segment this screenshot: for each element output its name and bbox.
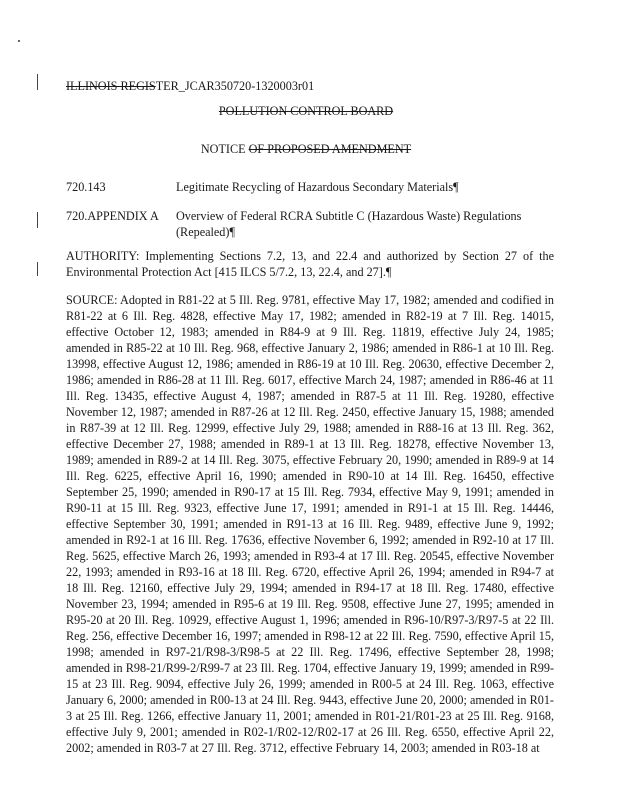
notice-title <box>66 142 546 157</box>
scan-speck <box>18 40 20 42</box>
change-bar <box>37 262 38 276</box>
change-bar <box>37 212 38 228</box>
section-title: Legitimate Recycling of Hazardous Secondary Materials¶ <box>176 180 459 194</box>
appendix-title-line1: Overview of Federal RCRA Subtitle C (Hazardous Waste) Regulations <box>176 209 522 223</box>
board-title <box>66 104 546 119</box>
board-title-text: POLLUTION CONTROL BOARD <box>218 104 394 118</box>
change-bar <box>37 74 38 90</box>
register-header <box>66 79 314 94</box>
notice-plain: NOTICE <box>200 142 249 156</box>
register-header-rest: TER_JCAR350720-1320003r01 <box>155 79 315 93</box>
notice-struck: OF PROPOSED AMENDMENT <box>248 142 412 156</box>
register-header-struck: ILLINOIS REGIS <box>66 79 156 93</box>
authority-paragraph: AUTHORITY: Implementing Sections 7.2, 13, and 22.4 and authorized by Section 27 of the Environmental Protection Act [415 ILCS 5/7.2, 13, 22.4, and 27].¶ <box>66 249 554 279</box>
section-number: 720.143 <box>66 180 106 194</box>
appendix-number: 720.APPENDIX A <box>66 209 159 223</box>
source-paragraph: SOURCE: Adopted in R81-22 at 5 Ill. Reg. 9781, effective May 17, 1982; amended and codified in R81-22 at 6 Ill. Reg. 4828, effective May 17, 1982; amended in R82-19 at 7 Ill. Reg. 14015, effective October 12, 1983; amended in R84-9 at 9 Ill. Reg. 11819, effective July 24, 1985; amended in R85-22 at 10 Ill. Reg. 968, effective January 2, 1986; amended in R86-1 at 10 Ill. Reg. 13998, effective August 12, 1986; amended in R86-19 at 10 Ill. Reg. 20630, effective December 2, 1986; amended in R86-28 at 11 Ill. Reg. 6017, effective March 24, 1987; amended in R86-46 at 11 Ill. Reg. 13435, effective August 4, 1987; amended in R87-5 at 11 Ill. Reg. 19280, effective November 12, 1987; amended in R87-26 at 12 Ill. Reg. 2450, effective January 15, 1988; amended in R87-39 at 12 Ill. Reg. 12999, effective July 29, 1988; amended in R88-16 at 13 Ill. Reg. 362, effective December 27, 1988; amended in R89-1 at 13 Ill. Reg. 18278, effective November 13, 1989; amended in R89-2 at 14 Ill. Reg. 3075, effective February 20, 1990; amended in R89-9 at 14 Ill. Reg. 6225, effective April 16, 1990; amended in R90-10 at 14 Ill. Reg. 16450, effective September 25, 1990; amended in R90-17 at 15 Ill. Reg. 7934, effective May 9, 1991; amended in R90-11 at 15 Ill. Reg. 9323, effective June 17, 1991; amended in R91-1 at 15 Ill. Reg. 14446, effective September 30, 1991; amended in R91-13 at 16 Ill. Reg. 9489, effective June 9, 1992; amended in R92-1 at 16 Ill. Reg. 17636, effective November 6, 1992; amended in R92-10 at 17 Ill. Reg. 5625, effective March 26, 1993; amended in R93-4 at 17 Ill. Reg. 20545, effective November 22, 1993; amended in R93-16 at 18 Ill. Reg. 6720, effective April 26, 1994; amended in R94-7 at 18 Ill. Reg. 12160, effective July 29, 1994; amended in R94-17 at 18 Ill. Reg. 17480, effective November 23, 1994; amended in R95-6 at 19 Ill. Reg. 9508, effective June 27, 1995; amended in R95-20 at 20 Ill. Reg. 10929, effective August 1, 1996; amended in R96-10/R97-3/R97-5 at 22 Ill. Reg. 256, effective December 16, 1997; amended in R98-12 at 22 Ill. Reg. 7590, effective April 15, 1998; amended in R97-21/R98-3/R98-5 at 22 Ill. Reg. 17496, effective September 28, 1998; amended in R98-21/R99-2/R99-7 at 23 Ill. Reg. 1704, effective January 19, 1999; amended in R99-15 at 23 Ill. Reg. 9094, effective July 26, 1999; amended in R00-5 at 24 Ill. Reg. 1063, effective January 6, 2000; amended in R00-13 at 24 Ill. Reg. 9443, effective June 20, 2000; amended in R01-3 at 25 Ill. Reg. 1266, effective January 11, 2001; amended in R01-21/R01-23 at 25 Ill. Reg. 9168, effective July 9, 2001; amended in R02-1/R02-12/R02-17 at 26 Ill. Reg. 6550, effective April 22, 2002; amended in R03-7 at 27 Ill. Reg. 3712, effective February 14, 2003; amended in R03-18 at <box>66 293 554 755</box>
appendix-title-line2: (Repealed)¶ <box>176 225 235 239</box>
